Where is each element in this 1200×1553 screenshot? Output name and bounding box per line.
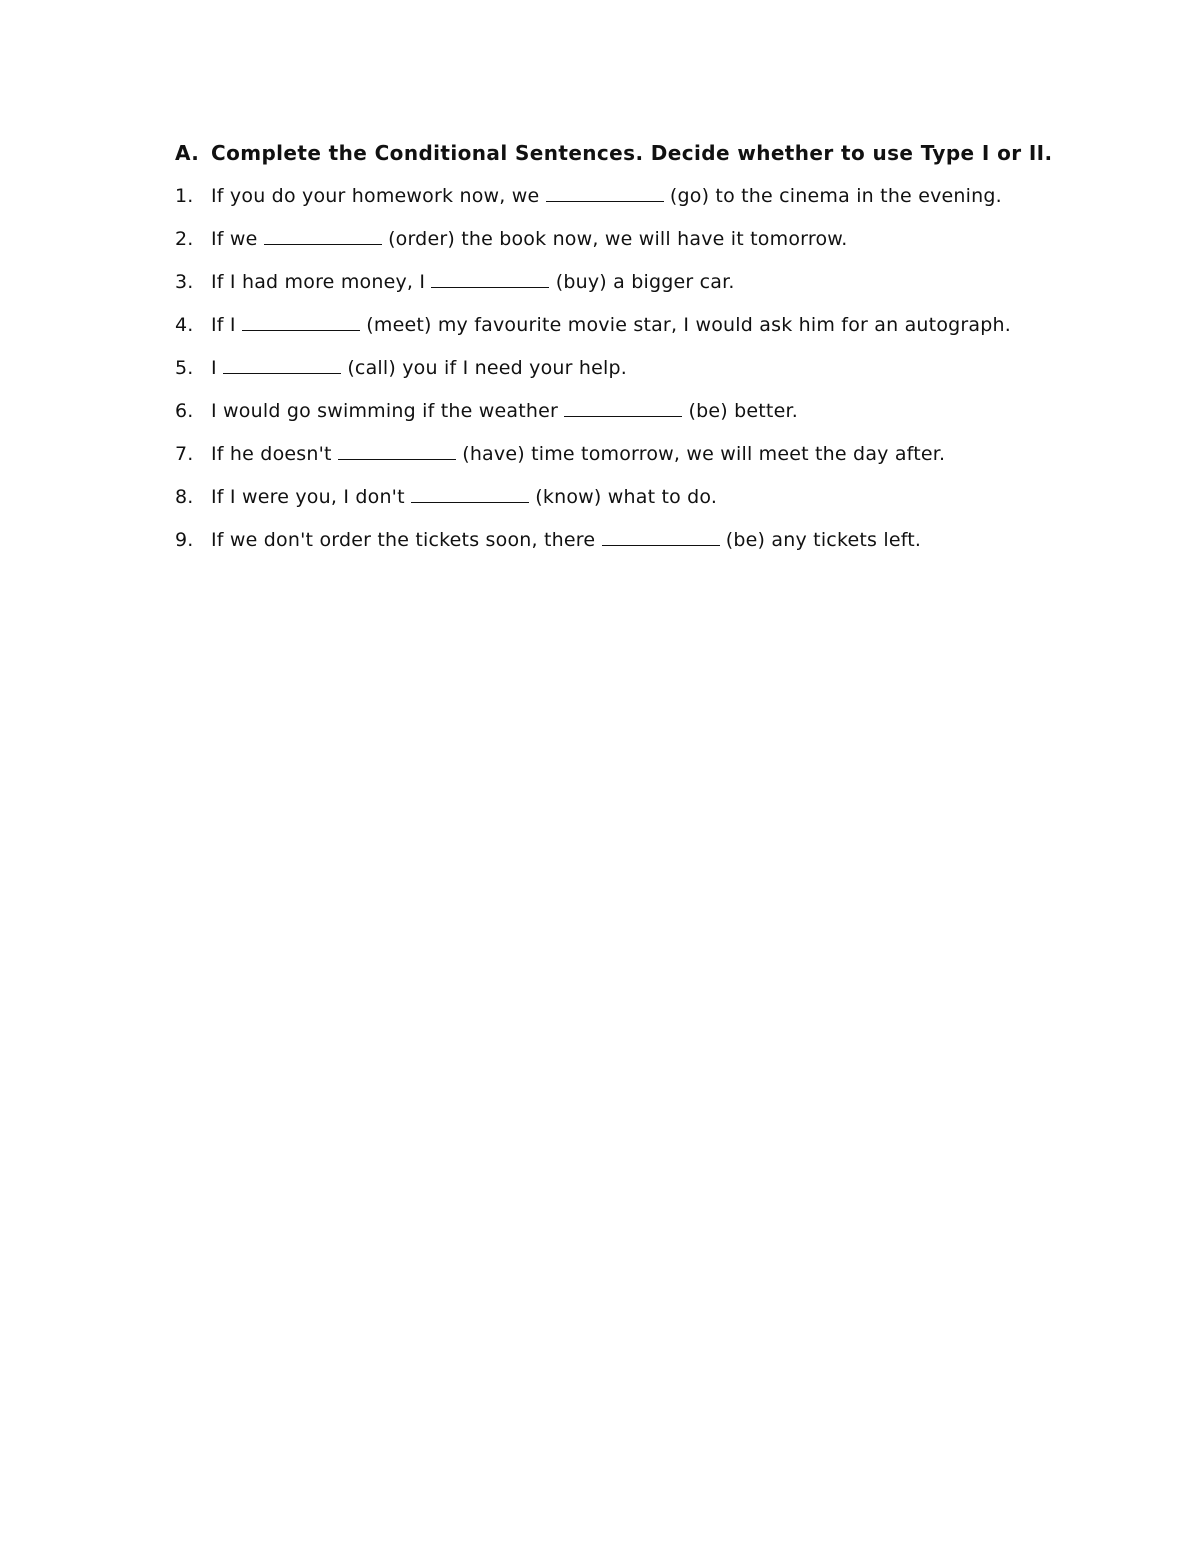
item-text-before: If we don't order the tickets soon, there (211, 529, 596, 551)
item-number: 4. (175, 314, 194, 336)
item-text-after: (meet) my favourite movie star, I would ask him for an autograph. (366, 314, 1012, 336)
sentence-list (175, 183, 1075, 554)
item-number: 7. (175, 443, 194, 465)
item-text-after: (be) any tickets left. (725, 529, 922, 551)
list-item (175, 398, 1075, 425)
item-text-before: If I were you, I don't (211, 486, 405, 508)
item-text-before: If I had more money, I (211, 271, 426, 293)
item-text-before: If you do your homework now, we (211, 185, 540, 207)
item-text-before: If we (211, 228, 258, 250)
answer-blank (338, 441, 456, 460)
answer-blank (602, 527, 720, 546)
item-text-after: (have) time tomorrow, we will meet the day after. (462, 443, 946, 465)
item-text-after: (buy) a bigger car. (555, 271, 735, 293)
answer-blank (223, 355, 341, 374)
item-text-after: (order) the book now, we will have it tomorrow. (388, 228, 848, 250)
item-number: 3. (175, 271, 194, 293)
item-number: 9. (175, 529, 194, 551)
list-item (175, 183, 1075, 210)
item-text (211, 398, 1075, 425)
list-item (175, 269, 1075, 296)
list-item (175, 484, 1075, 511)
exercise-section (175, 140, 1075, 570)
item-text-after: (call) you if I need your help. (347, 357, 628, 379)
answer-blank (431, 269, 549, 288)
item-text (211, 441, 1075, 468)
section-heading (175, 140, 1075, 167)
item-number: 2. (175, 228, 194, 250)
item-text (211, 355, 1075, 382)
section-title: Complete the Conditional Sentences. Decide whether to use Type I or II. (211, 141, 1053, 165)
item-text-before: I would go swimming if the weather (211, 400, 559, 422)
list-item (175, 355, 1075, 382)
answer-blank (264, 226, 382, 245)
item-number: 1. (175, 185, 194, 207)
item-text (211, 484, 1075, 511)
item-text-after: (be) better. (688, 400, 798, 422)
list-item (175, 441, 1075, 468)
item-text (211, 226, 1075, 253)
item-text (211, 269, 1075, 296)
item-number: 6. (175, 400, 194, 422)
item-text (211, 183, 1075, 210)
answer-blank (546, 183, 664, 202)
item-number: 8. (175, 486, 194, 508)
item-text-before: If I (211, 314, 236, 336)
item-text-after: (know) what to do. (535, 486, 718, 508)
item-number: 5. (175, 357, 194, 379)
answer-blank (564, 398, 682, 417)
list-item (175, 226, 1075, 253)
item-text-before: I (211, 357, 217, 379)
answer-blank (242, 312, 360, 331)
list-item (175, 312, 1075, 339)
answer-blank (411, 484, 529, 503)
item-text-after: (go) to the cinema in the evening. (669, 185, 1002, 207)
section-marker: A. (175, 141, 200, 165)
item-text-before: If he doesn't (211, 443, 332, 465)
item-text (211, 312, 1075, 339)
list-item (175, 527, 1075, 554)
item-text (211, 527, 1075, 554)
